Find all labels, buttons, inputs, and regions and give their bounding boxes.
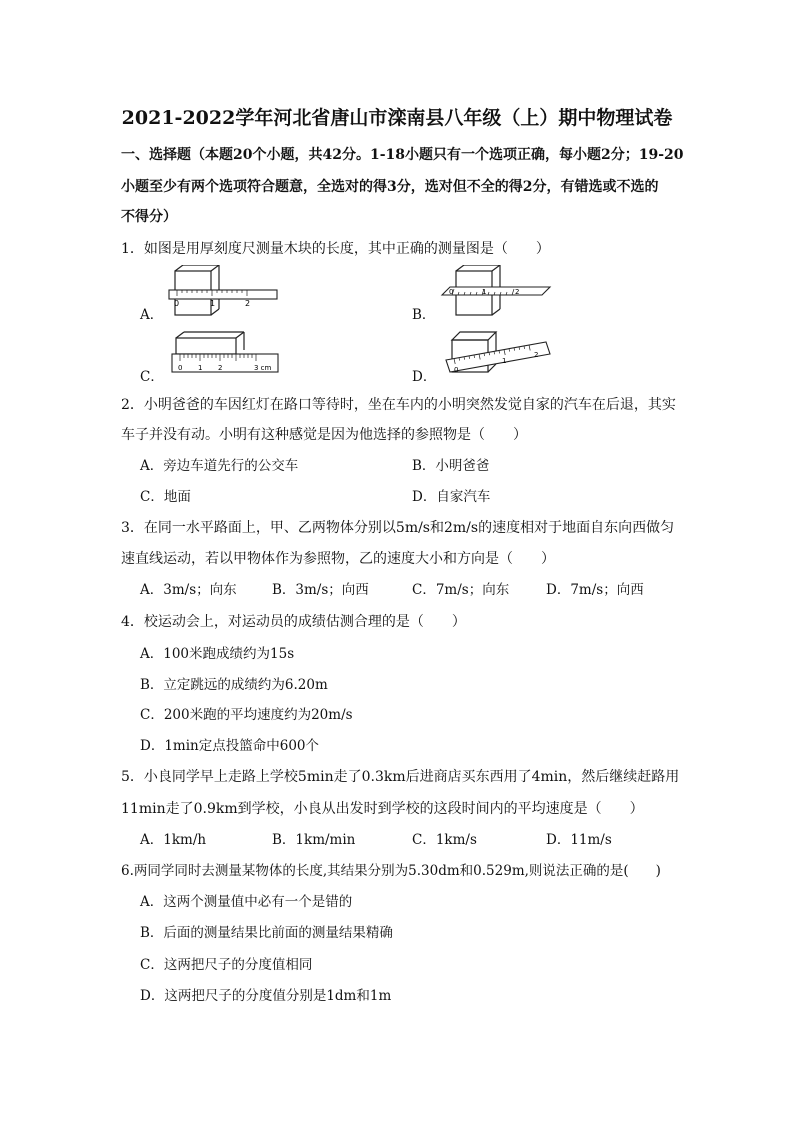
q1b-tick-2: 2 <box>515 288 520 296</box>
q1a-tick-0: 0 <box>174 299 180 308</box>
q6-option-d: D．这两把尺子的分度值分别是1dm和1m <box>140 988 392 1004</box>
q5-option-c: C．1km/s <box>412 832 477 848</box>
question-2-line-2: 车子并没有动。小明有这种感觉是因为他选择的参照物是（ ） <box>121 427 527 443</box>
q1c-tick-2: 2 <box>218 364 223 372</box>
q3-option-b: B．3m/s；向西 <box>272 582 369 598</box>
section-header-line-2: 小题至少有两个选项符合题意，全选对的得3分，选对但不全的得2分，有错选或不选的 <box>121 179 659 195</box>
q4-option-a: A．100米跑成绩约为15s <box>140 646 295 662</box>
q5-option-b: B．1km/min <box>272 832 356 848</box>
q1a-tick-1: 1 <box>210 299 216 308</box>
q2-option-d: D．自家汽车 <box>412 489 491 505</box>
q1a-tick-2: 2 <box>245 299 251 308</box>
q6-option-c: C．这两把尺子的分度值相同 <box>140 957 313 973</box>
question-4-stem: 4．校运动会上，对运动员的成绩估测合理的是（ ） <box>121 614 466 630</box>
q1-option-d-label: D． <box>412 369 437 385</box>
q1b-tick-1: 1 <box>482 288 487 296</box>
q1-figure-d <box>440 328 555 383</box>
q5-option-a: A．1km/h <box>140 832 207 848</box>
question-5-line-1: 5．小良同学早上走路上学校5min走了0.3km后进商店买东西用了4min，然后继续赶路用 <box>121 769 680 785</box>
q1-option-c-label: C． <box>140 369 164 385</box>
q3-option-c: C．7m/s；向东 <box>412 582 510 598</box>
question-6-stem: 6.两同学同时去测量某物体的长度,其结果分别为5.30dm和0.529m,则说法正确的是( ) <box>121 863 661 879</box>
exam-title: 2021-2022学年河北省唐山市滦南县八年级（上）期中物理试卷 <box>121 107 673 129</box>
q1-option-a-label: A． <box>140 307 164 323</box>
q1-option-b-label: B． <box>412 307 436 323</box>
q1c-tick-0: 0 <box>178 364 183 372</box>
q4-option-d: D．1min定点投篮命中600个 <box>140 738 319 754</box>
q1d-tick-2: 2 <box>534 351 539 359</box>
q2-option-a: A．旁边车道先行的公交车 <box>140 458 299 474</box>
q6-option-a: A．这两个测量值中必有一个是错的 <box>140 894 353 910</box>
question-1-stem: 1．如图是用厚刻度尺测量木块的长度，其中正确的测量图是（ ） <box>121 241 550 257</box>
section-header-line-3: 不得分） <box>121 209 177 225</box>
q1-figure-b <box>438 265 553 323</box>
q1-figure-c <box>170 330 285 380</box>
q6-option-b: B．后面的测量结果比前面的测量结果精确 <box>140 925 393 941</box>
q3-option-d: D．7m/s；向西 <box>546 582 644 598</box>
q1c-tick-3: 3 cm <box>254 364 272 372</box>
q4-option-c: C．200米跑的平均速度约为20m/s <box>140 707 353 723</box>
q1c-tick-1: 1 <box>198 364 203 372</box>
q5-option-d: D．11m/s <box>546 832 612 848</box>
question-2-line-1: 2．小明爸爸的车因红灯在路口等待时，坐在车内的小明突然发觉自家的汽车在后退，其实 <box>121 397 676 413</box>
q1-figure-a <box>165 265 280 323</box>
q1b-tick-0: 0 <box>449 288 454 296</box>
section-header-line-1: 一、选择题（本题20个小题，共42分。1-18小题只有一个选项正确，每小题2分；19-20 <box>121 147 684 163</box>
q1d-tick-0: 0 <box>454 366 459 374</box>
q1d-tick-1: 1 <box>502 357 507 365</box>
q2-option-c: C．地面 <box>140 489 191 505</box>
question-5-line-2: 11min走了0.9km到学校，小良从出发时到学校的这段时间内的平均速度是（ ） <box>121 801 644 817</box>
question-3-line-2: 速直线运动，若以甲物体作为参照物，乙的速度大小和方向是（ ） <box>121 551 555 567</box>
q4-option-b: B．立定跳远的成绩约为6.20m <box>140 677 328 693</box>
q3-option-a: A．3m/s；向东 <box>140 582 237 598</box>
q2-option-b: B．小明爸爸 <box>412 458 490 474</box>
question-3-line-1: 3．在同一水平路面上，甲、乙两物体分别以5m/s和2m/s的速度相对于地面自东向西做匀 <box>121 520 675 536</box>
